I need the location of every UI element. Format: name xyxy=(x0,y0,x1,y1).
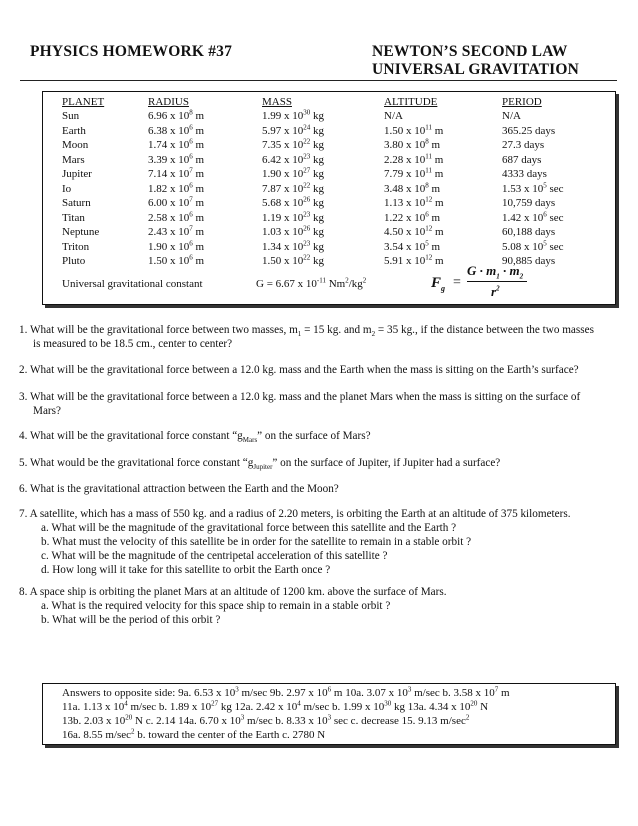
question-1 xyxy=(19,323,614,351)
question-5 xyxy=(19,456,614,470)
cell-mass xyxy=(262,122,324,137)
mass-exponent: 26 xyxy=(303,195,311,204)
altitude-unit: m xyxy=(432,124,444,137)
cell-altitude xyxy=(384,226,444,238)
cell-mass xyxy=(262,209,324,224)
radius-mantissa: 6.38 x 10 xyxy=(148,124,190,137)
cell-radius xyxy=(148,238,205,253)
topic-title xyxy=(372,43,579,79)
q5-part-a: 5. What would be the gravitational force constant “g xyxy=(19,457,254,469)
altitude-exponent: 5 xyxy=(425,238,429,247)
cell-period xyxy=(502,125,555,137)
column-header-radius: RADIUS xyxy=(148,96,189,108)
radius-unit: m xyxy=(192,110,205,122)
answers-line-2 xyxy=(62,701,488,713)
q1-sub1: 1 xyxy=(297,330,302,339)
mass-mantissa: 1.50 x 10 xyxy=(262,255,304,267)
mass-unit: kg xyxy=(310,153,324,166)
radius-unit: m xyxy=(192,211,205,224)
topic-title-line2: UNIVERSAL GRAVITATION xyxy=(372,61,580,78)
cell-planet: Saturn xyxy=(62,197,91,209)
cell-mass xyxy=(262,139,324,151)
cell-altitude xyxy=(384,110,403,122)
mass-mantissa: 6.42 x 10 xyxy=(262,153,304,166)
ans-l2-c: kg 12a. 2.42 x 10 xyxy=(218,701,298,713)
ans-l1-b: m/sec 9b. 2.97 x 10 xyxy=(238,687,328,699)
cell-radius xyxy=(148,226,204,238)
formula-lhs-f: F xyxy=(431,275,442,291)
ans-l2-c-exp: 4 xyxy=(297,699,301,708)
mass-exponent: 23 xyxy=(303,209,311,218)
radius-exponent: 8 xyxy=(189,108,193,117)
formula-numerator-b: · m xyxy=(499,263,520,278)
question-3-line2: Mars? xyxy=(33,405,61,417)
cell-period xyxy=(502,197,555,209)
period-mantissa: 4333 days xyxy=(502,168,547,180)
altitude-mantissa: 1.22 x 10 xyxy=(384,211,426,224)
mass-exponent: 30 xyxy=(303,108,311,117)
ans-l2-e-exp: 20 xyxy=(470,699,478,708)
altitude-exponent: 11 xyxy=(425,151,432,160)
mass-exponent: 23 xyxy=(303,151,311,160)
altitude-mantissa: 3.80 x 10 xyxy=(384,139,426,151)
ans-l1-d-exp: 7 xyxy=(494,685,499,694)
cell-period xyxy=(502,226,555,238)
formula-fraction-bar xyxy=(467,281,527,282)
formula-denominator-r: r xyxy=(491,284,497,299)
formula-denominator-exp: 2 xyxy=(496,284,500,293)
ans-l2-a-exp: 4 xyxy=(124,699,128,708)
formula-equals: = xyxy=(453,275,461,290)
cell-radius xyxy=(148,180,205,195)
cell-radius xyxy=(148,209,205,224)
radius-unit: m xyxy=(192,197,205,209)
period-unit: sec xyxy=(546,211,564,224)
period-mantissa: 60,188 days xyxy=(502,226,556,238)
period-mantissa: 1.42 x 10 xyxy=(502,211,544,224)
period-unit: sec xyxy=(546,182,564,195)
question-8-stem: 8. A space ship is orbiting the planet Mars at an altitude of 1200 km. above the surface of Mars. xyxy=(19,586,447,598)
constant-value xyxy=(256,278,366,290)
question-4 xyxy=(19,429,614,443)
ans-l3-c: m/sec b. 8.33 x 10 xyxy=(244,715,328,727)
cell-altitude xyxy=(384,122,444,137)
altitude-unit: m xyxy=(432,226,444,238)
constant-exp2: 2 xyxy=(345,276,349,285)
ans-l3-b-exp: 3 xyxy=(240,713,245,722)
question-7 xyxy=(19,507,614,577)
ans-l4-b: b. toward the center of the Earth c. 2780 N xyxy=(134,729,326,741)
mass-mantissa: 1.99 x 10 xyxy=(262,110,304,122)
radius-unit: m xyxy=(192,182,205,195)
radius-exponent: 7 xyxy=(189,166,193,175)
mass-unit: kg xyxy=(310,240,324,253)
column-header-period: PERIOD xyxy=(502,96,542,108)
constant-exp: -11 xyxy=(316,276,326,285)
mass-mantissa: 1.90 x 10 xyxy=(262,168,304,180)
radius-exponent: 6 xyxy=(189,238,193,247)
q1-part-c: = 35 kg., if the distance between the two masses xyxy=(375,324,594,336)
ans-l4-a-exp: 2 xyxy=(131,727,135,736)
answers-line-3 xyxy=(62,715,469,727)
cell-altitude xyxy=(384,139,440,151)
radius-unit: m xyxy=(192,153,205,166)
header-divider xyxy=(20,80,617,81)
column-header-altitude: ALTITUDE xyxy=(384,96,438,108)
ans-l1-d: m/sec b. 3.58 x 10 xyxy=(411,687,495,699)
cell-period xyxy=(502,238,564,253)
ans-l3-a: 13b. 2.03 x 10 xyxy=(62,715,126,727)
constant-label: Universal gravitational constant xyxy=(62,278,203,290)
question-8b: b. What will be the period of this orbit ? xyxy=(41,614,221,626)
radius-mantissa: 1.50 x 10 xyxy=(148,255,190,267)
radius-exponent: 6 xyxy=(189,209,193,218)
cell-period xyxy=(502,154,541,166)
period-mantissa: 687 days xyxy=(502,153,542,166)
formula-lhs xyxy=(431,275,445,292)
ans-l2-d: m/sec b. 1.99 x 10 xyxy=(300,701,385,713)
mass-exponent: 27 xyxy=(303,166,311,175)
altitude-mantissa: 2.28 x 10 xyxy=(384,153,426,166)
question-1-line1 xyxy=(19,323,614,337)
altitude-mantissa: 5.91 x 10 xyxy=(384,255,426,267)
cell-period xyxy=(502,209,564,224)
question-7-stem: 7. A satellite, which has a mass of 550 kg. and a radius of 2.20 meters, is orbiting the Earth at an altitude of 375 kilometers. xyxy=(19,508,571,520)
cell-altitude xyxy=(384,197,444,209)
radius-mantissa: 6.96 x 10 xyxy=(148,110,190,122)
radius-exponent: 6 xyxy=(189,180,193,189)
radius-exponent: 6 xyxy=(189,122,193,131)
period-mantissa: 90,885 days xyxy=(502,255,556,267)
question-3-line1: 3. What will be the gravitational force between a 12.0 kg. mass and the planet Mars when the mass is sitting on the surface of xyxy=(19,391,581,403)
radius-mantissa: 1.74 x 10 xyxy=(148,139,190,151)
constant-value-a: G = 6.67 x 10 xyxy=(256,278,317,290)
ans-l3-a-exp: 20 xyxy=(125,713,133,722)
cell-mass xyxy=(262,197,324,209)
period-exponent: 5 xyxy=(543,238,547,247)
mass-exponent: 22 xyxy=(303,253,311,262)
ans-l4-a: 16a. 8.55 m/sec xyxy=(62,729,132,741)
cell-radius xyxy=(148,151,205,166)
altitude-unit: m xyxy=(432,255,444,267)
q5-part-b: ” on the surface of Jupiter, if Jupiter had a surface? xyxy=(272,457,501,469)
formula-numerator-a: G · m xyxy=(467,263,497,278)
ans-l2-b: m/sec b. 1.89 x 10 xyxy=(127,701,212,713)
altitude-unit: m xyxy=(432,153,444,166)
mass-unit: kg xyxy=(310,124,324,137)
mass-exponent: 24 xyxy=(303,122,311,131)
question-8a: a. What is the required velocity for this space ship to remain in a stable orbit ? xyxy=(41,600,391,612)
altitude-mantissa: N/A xyxy=(384,110,403,122)
mass-unit: kg xyxy=(310,197,324,209)
mass-exponent: 22 xyxy=(303,180,311,189)
radius-exponent: 6 xyxy=(189,253,193,262)
altitude-unit: m xyxy=(432,197,444,209)
ans-l1-a-exp: 3 xyxy=(235,685,239,694)
ans-l2-a: 11a. 1.13 x 10 xyxy=(62,701,125,713)
ans-l3-d: sec c. decrease 15. 9.13 m/sec xyxy=(331,715,466,727)
radius-unit: m xyxy=(192,226,205,238)
mass-exponent: 22 xyxy=(303,137,311,146)
mass-exponent: 26 xyxy=(303,224,311,233)
mass-mantissa: 1.34 x 10 xyxy=(262,240,304,253)
cell-radius xyxy=(148,122,205,137)
ans-l2-b-exp: 27 xyxy=(211,699,219,708)
cell-altitude xyxy=(384,238,441,253)
formula-denominator xyxy=(491,284,500,300)
mass-unit: kg xyxy=(310,255,324,267)
question-1-line2: is measured to be 18.5 cm., center to center? xyxy=(33,338,233,350)
cell-planet: Sun xyxy=(62,110,80,122)
ans-l1-c: m 10a. 3.07 x 10 xyxy=(331,687,408,699)
altitude-unit: m xyxy=(428,211,441,224)
altitude-mantissa: 1.13 x 10 xyxy=(384,197,426,209)
period-exponent: 5 xyxy=(543,180,547,189)
radius-unit: m xyxy=(192,124,205,137)
cell-radius xyxy=(148,168,204,180)
ans-l3-b: N c. 2.14 14a. 6.70 x 10 xyxy=(132,715,241,727)
cell-radius xyxy=(148,110,204,122)
altitude-mantissa: 7.79 x 10 xyxy=(384,168,426,180)
mass-unit: kg xyxy=(310,110,324,122)
page-title: PHYSICS HOMEWORK #37 xyxy=(30,43,233,60)
altitude-exponent: 12 xyxy=(425,253,433,262)
column-header-mass: MASS xyxy=(262,96,292,108)
cell-mass xyxy=(262,238,324,253)
cell-altitude xyxy=(384,209,441,224)
altitude-exponent: 6 xyxy=(425,209,429,218)
cell-mass xyxy=(262,151,324,166)
altitude-mantissa: 1.50 x 10 xyxy=(384,124,426,137)
altitude-exponent: 12 xyxy=(425,224,433,233)
q4-part-a: 4. What will be the gravitational force constant “g xyxy=(19,430,243,442)
radius-mantissa: 3.39 x 10 xyxy=(148,153,190,166)
mass-unit: kg xyxy=(310,211,324,224)
q4-part-b: ” on the surface of Mars? xyxy=(257,430,371,442)
mass-exponent: 23 xyxy=(303,238,311,247)
mass-mantissa: 1.03 x 10 xyxy=(262,226,304,238)
altitude-exponent: 11 xyxy=(425,122,432,131)
radius-unit: m xyxy=(192,255,205,267)
mass-mantissa: 5.68 x 10 xyxy=(262,197,304,209)
altitude-mantissa: 4.50 x 10 xyxy=(384,226,426,238)
question-7a: a. What will be the magnitude of the gravitational force between this satellite and the Earth ? xyxy=(41,522,457,534)
cell-period xyxy=(502,139,544,151)
radius-exponent: 7 xyxy=(189,224,193,233)
q4-sub: Mars xyxy=(242,436,258,445)
cell-mass xyxy=(262,110,324,122)
cell-mass xyxy=(262,255,324,267)
cell-planet: Titan xyxy=(62,211,85,224)
cell-altitude xyxy=(384,151,444,166)
period-mantissa: N/A xyxy=(502,110,521,122)
period-exponent: 6 xyxy=(543,209,547,218)
mass-unit: kg xyxy=(310,168,324,180)
cell-mass xyxy=(262,226,324,238)
radius-exponent: 6 xyxy=(189,137,193,146)
cell-period xyxy=(502,168,547,180)
cell-planet: Jupiter xyxy=(62,168,92,180)
q1-sub2: 2 xyxy=(371,330,376,339)
cell-altitude xyxy=(384,180,441,195)
radius-mantissa: 1.90 x 10 xyxy=(148,240,190,253)
cell-radius xyxy=(148,197,204,209)
ans-l2-d-exp: 30 xyxy=(384,699,392,708)
altitude-mantissa: 3.48 x 10 xyxy=(384,182,426,195)
question-8 xyxy=(19,585,614,627)
radius-unit: m xyxy=(192,240,205,253)
ans-l2-e: kg 13a. 4.34 x 10 xyxy=(391,701,471,713)
cell-mass xyxy=(262,180,324,195)
cell-period xyxy=(502,110,521,122)
mass-unit: kg xyxy=(310,226,324,238)
period-mantissa: 5.08 x 10 xyxy=(502,240,544,253)
altitude-unit: m xyxy=(432,168,444,180)
question-6: 6. What is the gravitational attraction between the Earth and the Moon? xyxy=(19,483,339,495)
cell-period xyxy=(502,180,564,195)
constant-value-b: Nm xyxy=(325,278,346,290)
cell-planet: Io xyxy=(62,182,72,195)
ans-l1-c-exp: 3 xyxy=(407,685,412,694)
period-mantissa: 1.53 x 10 xyxy=(502,182,544,195)
radius-mantissa: 6.00 x 10 xyxy=(148,197,190,209)
altitude-exponent: 11 xyxy=(425,166,432,175)
question-7b: b. What must the velocity of this satellite be in order for the satellite to remain in a stable orbit ? xyxy=(41,536,472,548)
radius-unit: m xyxy=(192,139,205,151)
cell-mass xyxy=(262,168,324,180)
mass-mantissa: 7.87 x 10 xyxy=(262,182,304,195)
answers-line-4 xyxy=(62,729,325,741)
formula-sub2: 2 xyxy=(519,272,524,281)
altitude-unit: m xyxy=(428,139,441,151)
cell-planet: Earth xyxy=(62,124,86,137)
cell-radius xyxy=(148,255,204,267)
ans-l2-f: N xyxy=(477,701,489,713)
altitude-exponent: 8 xyxy=(425,180,429,189)
cell-altitude xyxy=(384,168,443,180)
cell-radius xyxy=(148,139,204,151)
q1-part-a: 1. What will be the gravitational force between two masses, m xyxy=(19,324,298,336)
period-mantissa: 27.3 days xyxy=(502,139,545,151)
cell-planet: Moon xyxy=(62,139,89,151)
cell-planet: Pluto xyxy=(62,255,86,267)
formula-lhs-sub: g xyxy=(441,284,446,293)
radius-mantissa: 7.14 x 10 xyxy=(148,168,190,180)
radius-exponent: 7 xyxy=(189,195,193,204)
formula-sub1: 1 xyxy=(496,272,500,281)
mass-unit: kg xyxy=(310,182,324,195)
question-7d: d. How long will it take for this satellite to orbit the Earth once ? xyxy=(41,564,331,576)
radius-unit: m xyxy=(192,168,205,180)
answers-line-1 xyxy=(62,687,510,699)
period-unit: sec xyxy=(546,240,564,253)
period-mantissa: 365.25 days xyxy=(502,124,556,137)
radius-mantissa: 1.82 x 10 xyxy=(148,182,190,195)
question-3 xyxy=(19,390,614,418)
altitude-exponent: 12 xyxy=(425,195,433,204)
ans-l1-b-exp: 6 xyxy=(327,685,332,694)
cell-planet: Neptune xyxy=(62,226,100,238)
radius-exponent: 6 xyxy=(189,151,193,160)
question-7c: c. What will be the magnitude of the centripetal acceleration of this satellite ? xyxy=(41,550,388,562)
radius-mantissa: 2.58 x 10 xyxy=(148,211,190,224)
mass-mantissa: 5.97 x 10 xyxy=(262,124,304,137)
mass-unit: kg xyxy=(310,139,324,151)
cell-planet: Mars xyxy=(62,153,85,166)
altitude-unit: m xyxy=(428,182,441,195)
ans-l3-c-exp: 3 xyxy=(327,713,332,722)
altitude-mantissa: 3.54 x 10 xyxy=(384,240,426,253)
mass-mantissa: 1.19 x 10 xyxy=(262,211,304,224)
gravitation-formula xyxy=(431,263,531,301)
q1-part-b: = 15 kg. and m xyxy=(301,324,372,336)
question-2: 2. What will be the gravitational force between a 12.0 kg. mass and the Earth when the mass is sitting on the Earth’s surface? xyxy=(19,364,579,376)
cell-planet: Triton xyxy=(62,240,90,253)
ans-l1-e: m xyxy=(498,687,510,699)
ans-l1-a: Answers to opposite side: 9a. 6.53 x 10 xyxy=(62,687,236,699)
altitude-exponent: 8 xyxy=(425,137,429,146)
altitude-unit: m xyxy=(428,240,441,253)
formula-numerator xyxy=(467,263,523,279)
period-mantissa: 10,759 days xyxy=(502,197,556,209)
constant-value-c: /kg xyxy=(348,278,363,290)
q5-sub: Jupiter xyxy=(253,463,273,472)
constant-exp3: 2 xyxy=(362,276,367,285)
ans-l3-d-exp: 2 xyxy=(465,713,470,722)
radius-mantissa: 2.43 x 10 xyxy=(148,226,190,238)
topic-title-line1: NEWTON’S SECOND LAW xyxy=(372,43,568,60)
mass-mantissa: 7.35 x 10 xyxy=(262,139,304,151)
column-header-planet: PLANET xyxy=(62,96,105,108)
